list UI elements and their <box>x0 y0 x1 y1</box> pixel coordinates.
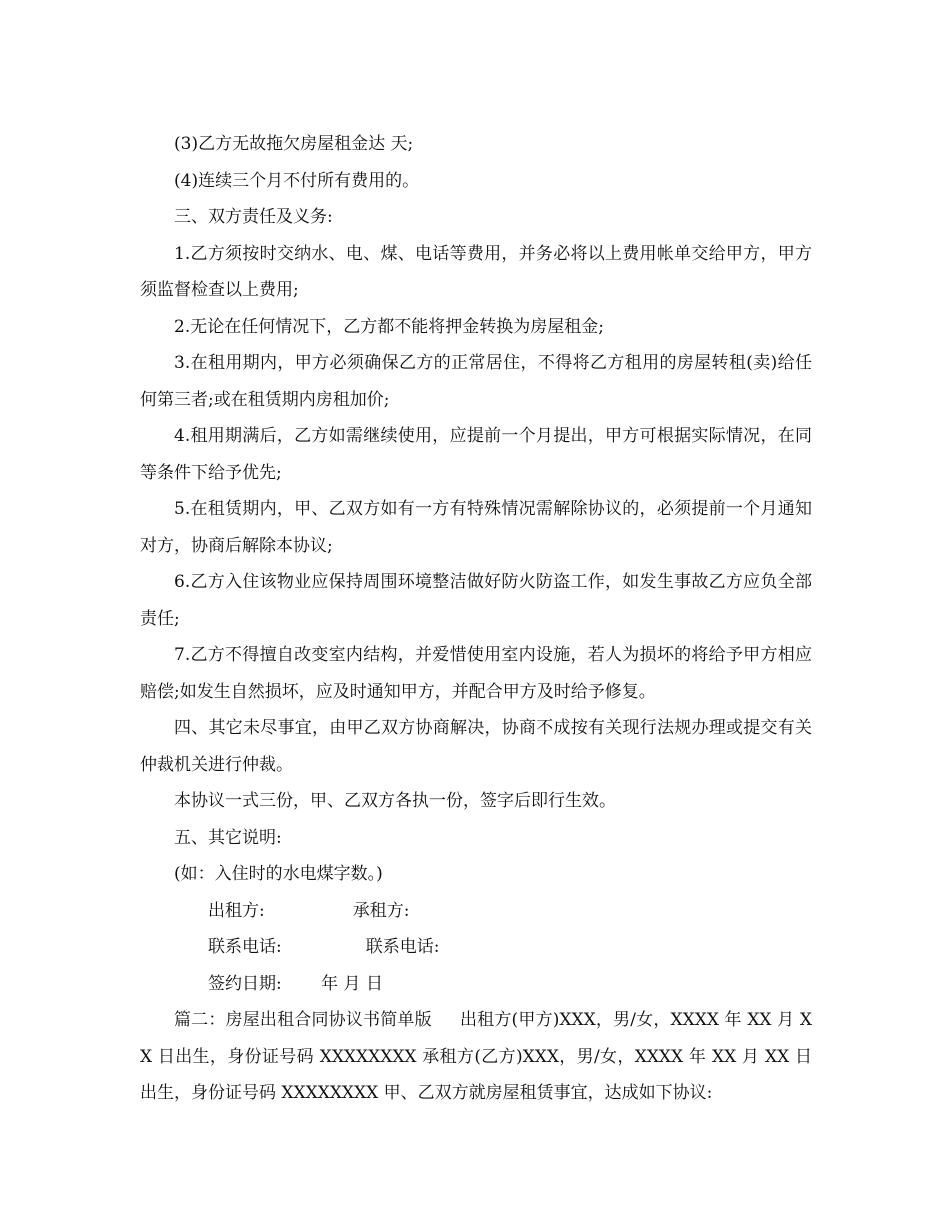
date-label: 签约日期: <box>208 973 282 994</box>
document-body <box>140 126 812 1112</box>
duty-5-termination: 5.在租赁期内，甲、乙双方如有一方有特殊情况需解除协议的，必须提前一个月通知对方，协商后解除本协议; <box>140 499 812 556</box>
section-two-body: 出租方(甲方)XXX，男/女，XXXX 年 XX 月 XX 日出生，身份证号码 XXXXXXXX 承租方(乙方)XXX，男/女，XXXX 年 XX 月 XX 日出生，身份证号码 XXXXXXXX 甲、乙双方就房屋租赁事宜，达成如下协议: <box>140 1010 812 1103</box>
tenant-phone-label: 联系电话: <box>365 937 440 957</box>
landlord-phone-label: 联系电话: <box>208 937 282 957</box>
section-5-heading: 五、其它说明: <box>174 827 282 848</box>
duty-4-renewal: 4.租用期满后，乙方如需继续使用，应提前一个月提出，甲方可根据实际情况，在同等条件下给予优先; <box>140 426 812 483</box>
clause-4-unpaid-fees: (4)连续三个月不付所有费用的。 <box>174 170 420 191</box>
signature-line-parties <box>140 893 812 930</box>
copies-clause: 本协议一式三份，甲、乙双方各执一份，签字后即行生效。 <box>174 791 616 811</box>
duty-6-safety: 6.乙方入住该物业应保持周围环境整洁做好防火防盗工作，如发生事故乙方应负全部责任; <box>140 572 812 629</box>
section-two-paragraph <box>140 1002 812 1112</box>
duty-2-deposit: 2.无论在任何情况下，乙方都不能将押金转换为房屋租金; <box>174 316 604 337</box>
clause-3-overdue-rent: (3)乙方无故拖欠房屋租金达 天; <box>174 134 414 154</box>
duty-7-structure: 7.乙方不得擅自改变室内结构，并爱惜使用室内设施，若人为损坏的将给予甲方相应赔偿;如发生自然损坏，应及时通知甲方，并配合甲方及时给予修复。 <box>140 645 812 702</box>
duty-1-utilities: 1.乙方须按时交纳水、电、煤、电话等费用，并务必将以上费用帐单交给甲方，甲方须监督检查以上费用; <box>140 243 812 300</box>
section-5-note: (如：入住时的水电煤字数。) <box>174 864 383 884</box>
signature-line-date <box>140 966 812 1003</box>
section-4-other-matters: 四、其它未尽事宜，由甲乙双方协商解决，协商不成按有关现行法规办理或提交有关仲裁机关进行仲裁。 <box>140 718 812 775</box>
duty-3-no-sublet: 3.在租用期内，甲方必须确保乙方的正常居住，不得将乙方租用的房屋转租(卖)给任何第三者;或在租赁期内房租加价; <box>140 353 812 410</box>
signature-line-phones <box>140 929 812 966</box>
tenant-label: 承租方: <box>352 900 410 921</box>
landlord-label: 出租方: <box>208 900 265 921</box>
section-3-heading: 三、双方责任及义务: <box>174 207 333 227</box>
date-value: 年 月 日 <box>321 973 383 994</box>
section-two-heading: 篇二：房屋出租合同协议书简单版 <box>174 1010 432 1030</box>
